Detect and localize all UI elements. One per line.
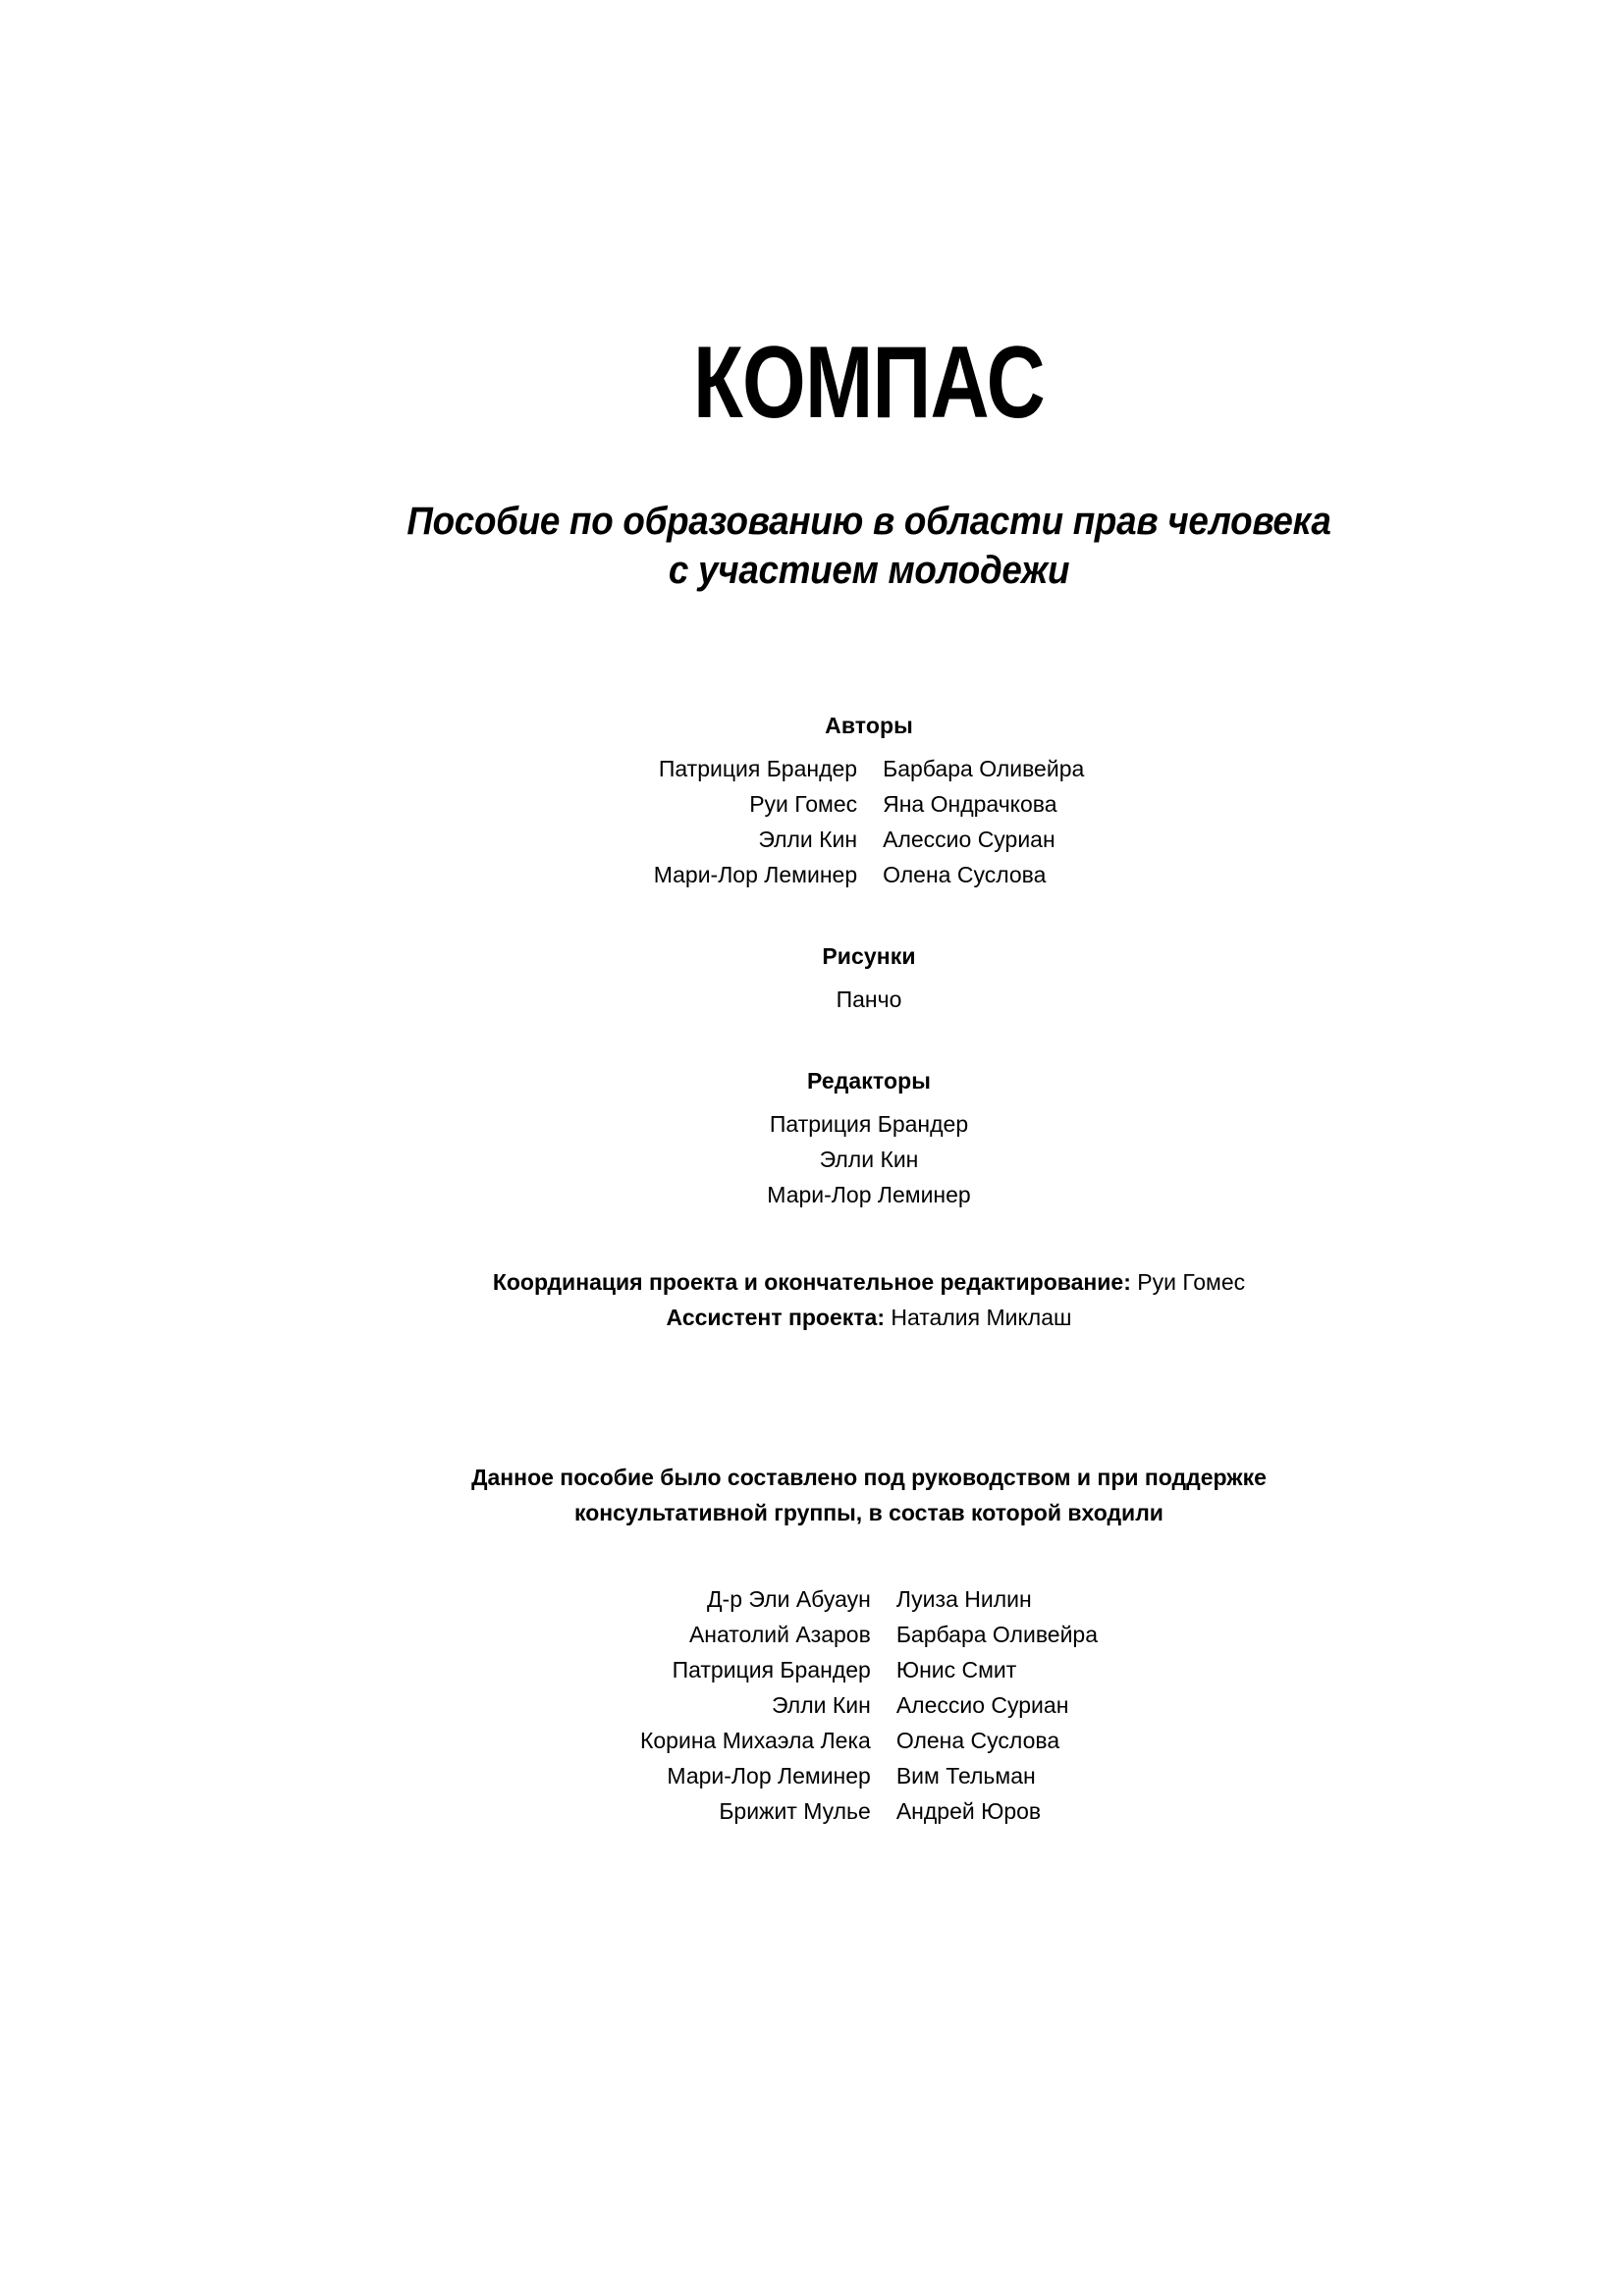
spacer-drawings — [0, 892, 1623, 941]
illustrator-name: Панчо — [836, 987, 902, 1012]
author-name: Элли Кин — [758, 827, 858, 852]
advisory-member-name: Барбара Оливейра — [895, 1622, 1098, 1647]
advisory-member-name: Корина Михаэла Лека — [639, 1728, 871, 1753]
editor-name: Патриция Брандер — [769, 1111, 969, 1137]
drawings-heading: Рисунки — [822, 943, 916, 969]
advisory-members-table — [640, 1581, 1098, 1829]
spacer-authors — [0, 595, 1623, 711]
advisory-intro-line-2: консультативной группы, в состав которой входили — [574, 1500, 1163, 1525]
advisory-member-name: Д-р Эли Абуаун — [706, 1586, 871, 1612]
authors-heading: Авторы — [825, 713, 913, 738]
advisory-member-name: Элли Кин — [772, 1692, 871, 1718]
project-assistant-label: Ассистент проекта: — [666, 1305, 885, 1330]
book-subtitle-line-1: Пособие по образованию в области прав человека — [406, 500, 1331, 543]
table-row — [640, 1581, 1098, 1617]
book-title-container — [0, 0, 1623, 440]
book-subtitle — [70, 434, 1623, 595]
spacer-editors — [0, 1017, 1623, 1066]
advisory-member-name: Анатолий Азаров — [688, 1622, 871, 1647]
project-coordination-line — [0, 1264, 1623, 1300]
table-row — [640, 1723, 1098, 1758]
project-assistant-line — [0, 1300, 1623, 1335]
book-subtitle-line-2: с участием молодежи — [668, 549, 1070, 592]
authors-section — [0, 711, 1623, 892]
editor-name: Мари-Лор Леминер — [767, 1182, 971, 1207]
spacer-coordination — [0, 1212, 1623, 1264]
authors-list — [0, 751, 1623, 892]
project-assistant-name: Наталия Миклаш — [884, 1305, 1072, 1330]
advisory-intro-line-1: Данное пособие было составлено под руководством и при поддержке — [471, 1465, 1267, 1490]
editors-list — [0, 1106, 1623, 1212]
author-name: Патриция Брандер — [658, 756, 858, 781]
advisory-member-name: Юнис Смит — [895, 1657, 1017, 1682]
drawings-section — [0, 941, 1623, 1017]
table-row — [654, 786, 1085, 822]
table-row — [640, 1758, 1098, 1793]
table-row — [654, 857, 1085, 892]
spacer-advisory-list — [0, 1530, 1623, 1581]
advisory-member-name: Олена Суслова — [895, 1728, 1060, 1753]
advisory-intro — [0, 1460, 1623, 1530]
author-name: Олена Суслова — [883, 862, 1047, 887]
author-name: Руи Гомес — [749, 791, 858, 817]
authors-table — [654, 751, 1085, 892]
spacer-advisory — [0, 1335, 1623, 1460]
author-name: Алессио Суриан — [883, 827, 1055, 852]
advisory-member-name: Брижит Мулье — [719, 1798, 871, 1824]
advisory-member-name: Патриция Брандер — [672, 1657, 871, 1682]
drawings-list — [0, 982, 1623, 1017]
table-row — [654, 751, 1085, 786]
author-name: Яна Ондрачкова — [883, 791, 1057, 817]
advisory-member-name: Луиза Нилин — [895, 1586, 1032, 1612]
editor-name: Элли Кин — [819, 1147, 919, 1172]
author-name: Барбара Оливейра — [883, 756, 1085, 781]
project-coordination-name: Руи Гомес — [1130, 1269, 1246, 1295]
author-name: Мари-Лор Леминер — [653, 862, 858, 887]
table-row — [640, 1652, 1098, 1687]
table-row — [640, 1687, 1098, 1723]
advisory-member-name: Алессио Суриан — [895, 1692, 1069, 1718]
advisory-member-name: Вим Тельман — [895, 1763, 1036, 1789]
advisory-member-name: Андрей Юров — [895, 1798, 1042, 1824]
advisory-section — [0, 1460, 1623, 1829]
advisory-member-name: Мари-Лор Леминер — [667, 1763, 871, 1789]
table-row — [640, 1793, 1098, 1829]
editors-section — [0, 1066, 1623, 1212]
project-coordination-label: Координация проекта и окончательное редактирование: — [492, 1269, 1131, 1295]
editors-heading: Редакторы — [806, 1068, 932, 1094]
coordination-section — [0, 1264, 1623, 1335]
book-title: КОМПАС — [693, 326, 1045, 440]
table-row — [640, 1617, 1098, 1652]
table-row — [654, 822, 1085, 857]
